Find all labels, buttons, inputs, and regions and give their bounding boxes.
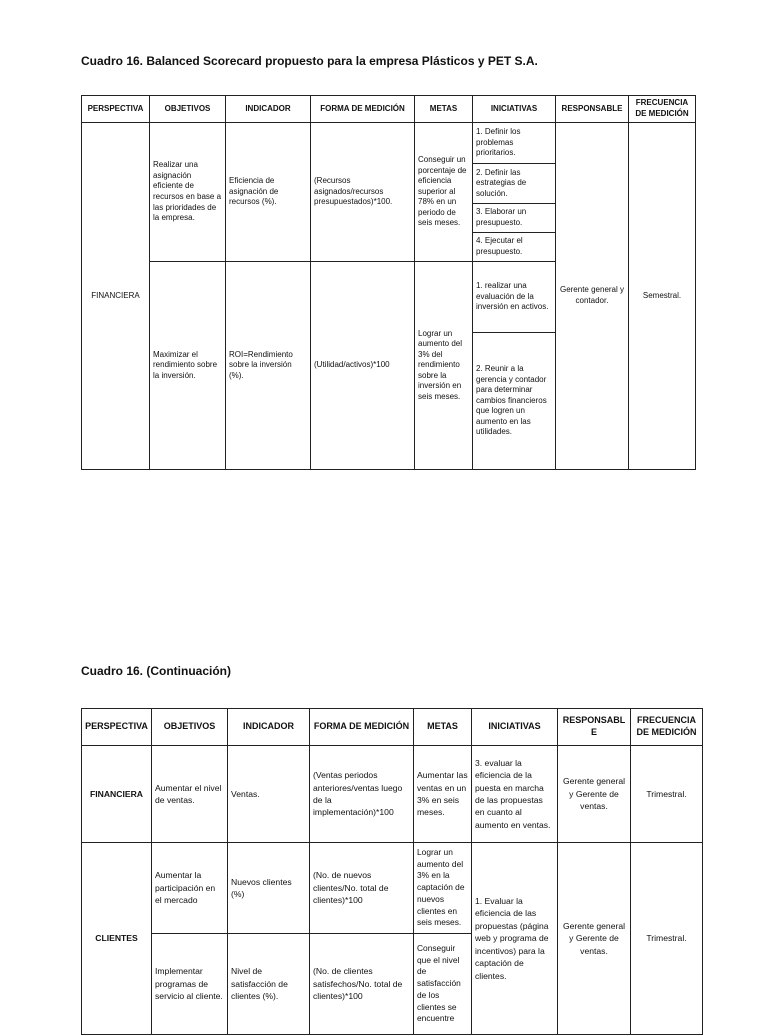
objetivo-cell: Aumentar el nivel de ventas. bbox=[152, 746, 228, 843]
iniciativa-cell: 4. Ejecutar el presupuesto. bbox=[473, 233, 556, 262]
objetivo-cell: Aumentar la participación en el mercado bbox=[152, 843, 228, 934]
header-iniciativas: INICIATIVAS bbox=[472, 709, 558, 746]
header-iniciativas: INICIATIVAS bbox=[473, 96, 556, 123]
responsable-cell: Gerente general y Gerente de ventas. bbox=[558, 746, 631, 843]
header-forma-medicion: FORMA DE MEDICIÓN bbox=[310, 709, 414, 746]
balanced-scorecard-table-continuation bbox=[81, 708, 703, 1035]
frecuencia-cell: Trimestral. bbox=[631, 746, 703, 843]
responsable-cell: Gerente general y contador. bbox=[556, 123, 629, 470]
header-perspectiva: PERSPECTIVA bbox=[82, 709, 152, 746]
frecuencia-cell: Trimestral. bbox=[631, 843, 703, 1035]
table-header-row bbox=[82, 709, 703, 746]
iniciativa-cell: 2. Definir las estrategias de solución. bbox=[473, 164, 556, 204]
forma-medicion-cell: (Utilidad/activos)*100 bbox=[311, 262, 415, 470]
iniciativa-cell: 1. Definir los problemas prioritarios. bbox=[473, 123, 556, 164]
table-header-row bbox=[82, 96, 696, 123]
header-indicador: INDICADOR bbox=[228, 709, 310, 746]
frecuencia-cell: Semestral. bbox=[629, 123, 696, 470]
iniciativa-cell: 1. Evaluar la eficiencia de las propuestas (página web y programa de incentivos) para la captación de clientes. bbox=[472, 843, 558, 1035]
table-row bbox=[82, 746, 703, 843]
objetivo-cell: Maximizar el rendimiento sobre la inversión. bbox=[150, 262, 226, 470]
table-row bbox=[82, 843, 703, 934]
table-title: Cuadro 16. Balanced Scorecard propuesto para la empresa Plásticos y PET S.A. bbox=[81, 54, 538, 68]
perspectiva-cell: FINANCIERA bbox=[82, 123, 150, 470]
table-row bbox=[82, 123, 696, 164]
indicador-cell: ROI=Rendimiento sobre la inversión (%). bbox=[226, 262, 311, 470]
meta-cell: Aumentar las ventas en un 3% en seis meses. bbox=[414, 746, 472, 843]
meta-cell: Conseguir un porcentaje de eficiencia superior al 78% en un periodo de seis meses. bbox=[415, 123, 473, 262]
header-objetivos: OBJETIVOS bbox=[152, 709, 228, 746]
header-metas: METAS bbox=[414, 709, 472, 746]
perspectiva-cell: CLIENTES bbox=[82, 843, 152, 1035]
forma-medicion-cell: (No. de clientes satisfechos/No. total de clientes)*100 bbox=[310, 934, 414, 1035]
iniciativa-cell: 2. Reunir a la gerencia y contador para determinar cambios financieros que logren un aumento en las utilidades. bbox=[473, 333, 556, 470]
objetivo-cell: Realizar una asignación eficiente de recursos en base a las prioridades de la empresa. bbox=[150, 123, 226, 262]
meta-cell: Lograr un aumento del 3% en la captación de nuevos clientes en seis meses. bbox=[414, 843, 472, 934]
header-frecuencia: FRECUENCIA DE MEDICIÓN bbox=[629, 96, 696, 123]
objetivo-cell: Implementar programas de servicio al cliente. bbox=[152, 934, 228, 1035]
header-forma-medicion: FORMA DE MEDICIÓN bbox=[311, 96, 415, 123]
balanced-scorecard-table bbox=[81, 95, 696, 470]
table-title-continuation: Cuadro 16. (Continuación) bbox=[81, 664, 231, 678]
header-metas: METAS bbox=[415, 96, 473, 123]
header-objetivos: OBJETIVOS bbox=[150, 96, 226, 123]
header-indicador: INDICADOR bbox=[226, 96, 311, 123]
forma-medicion-cell: (Ventas periodos anteriores/ventas luego de la implementación)*100 bbox=[310, 746, 414, 843]
responsable-cell: Gerente general y Gerente de ventas. bbox=[558, 843, 631, 1035]
iniciativa-cell: 3. evaluar la eficiencia de la puesta en marcha de las propuestas en cuanto al aumento en ventas. bbox=[472, 746, 558, 843]
header-responsable: RESPONSABLE bbox=[558, 709, 631, 746]
meta-cell: Lograr un aumento del 3% del rendimiento sobre la inversión en seis meses. bbox=[415, 262, 473, 470]
header-responsable: RESPONSABLE bbox=[556, 96, 629, 123]
indicador-cell: Eficiencia de asignación de recursos (%). bbox=[226, 123, 311, 262]
iniciativa-cell: 3. Elaborar un presupuesto. bbox=[473, 204, 556, 233]
iniciativa-cell: 1. realizar una evaluación de la inversión en activos. bbox=[473, 262, 556, 333]
header-perspectiva: PERSPECTIVA bbox=[82, 96, 150, 123]
indicador-cell: Nuevos clientes (%) bbox=[228, 843, 310, 934]
perspectiva-cell: FINANCIERA bbox=[82, 746, 152, 843]
indicador-cell: Ventas. bbox=[228, 746, 310, 843]
header-frecuencia: FRECUENCIA DE MEDICIÓN bbox=[631, 709, 703, 746]
meta-cell: Conseguir que el nivel de satisfacción de los clientes se encuentre bbox=[414, 934, 472, 1035]
forma-medicion-cell: (Recursos asignados/recursos presupuestados)*100. bbox=[311, 123, 415, 262]
forma-medicion-cell: (No. de nuevos clientes/No. total de clientes)*100 bbox=[310, 843, 414, 934]
indicador-cell: Nivel de satisfacción de clientes (%). bbox=[228, 934, 310, 1035]
